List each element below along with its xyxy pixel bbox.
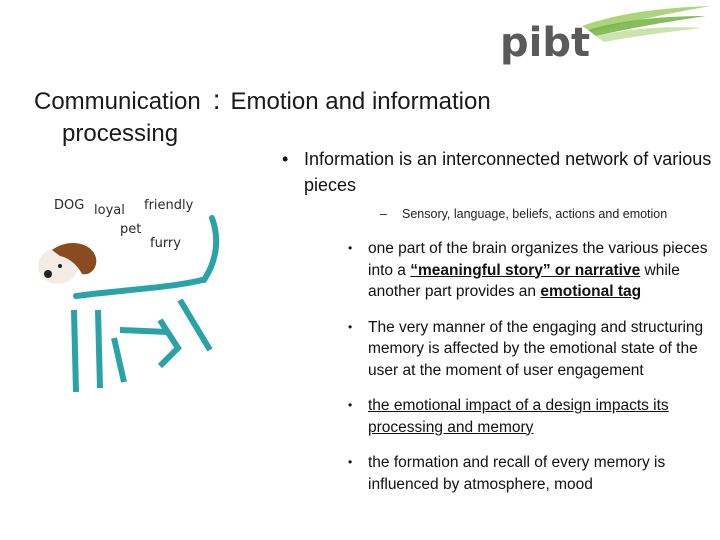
bullet-main-text: Information is an interconnected network of various pieces xyxy=(304,149,712,195)
bullet-4-text: the formation and recall of every memory is influenced by atmosphere, mood xyxy=(368,454,666,493)
logo-text: pibt xyxy=(500,20,591,66)
bullet-list xyxy=(282,146,712,495)
bullet-1-text-c: while another part provides an xyxy=(368,261,680,300)
bullet-1-emotional-tag: emotional tag xyxy=(540,283,642,300)
dog-illustration xyxy=(30,170,250,400)
dog-word-pet: pet xyxy=(120,222,142,237)
bullet-point-3: • the emotional impact of a design impacts its processing and memory xyxy=(348,395,712,438)
title-topic: Emotion and information xyxy=(230,88,491,115)
dog-word-dog: DOG xyxy=(54,198,85,213)
dog-word-furry: furry xyxy=(150,236,181,251)
title-line1: Communication xyxy=(34,88,201,115)
title-line2: processing xyxy=(62,120,179,147)
bullet-3-text: the emotional impact of a design impacts its processing and memory xyxy=(368,397,669,436)
bullet-1-text-a: one part of the brain organizes the various pieces into a xyxy=(368,240,708,279)
bullet-point-1: • one part of the brain organizes the various pieces into a “meaningful story” or narrative while another part provides an emotional tag xyxy=(348,240,708,300)
bullet-sub: – Sensory, language, beliefs, actions and emotion xyxy=(380,207,668,221)
title-colon: : xyxy=(212,84,221,115)
dog-word-loyal: loyal xyxy=(94,203,125,218)
dog-word-friendly: friendly xyxy=(144,198,194,213)
bullet-2-text: The very manner of the engaging and structuring memory is affected by the emotional state of the user at the moment of user engagement xyxy=(368,318,704,379)
bullet-main: • Information is an interconnected network of various pieces xyxy=(282,146,712,198)
bullet-point-2: • The very manner of the engaging and structuring memory is affected by the emotional state of the user at the moment of user engagement xyxy=(348,317,712,382)
bullet-1-story: “meaningful story” or narrative xyxy=(410,261,641,279)
bullet-sub-text: Sensory, language, beliefs, actions and emotion xyxy=(402,207,668,221)
pibt-logo xyxy=(496,0,712,66)
bullet-point-4: • the formation and recall of every memory is influenced by atmosphere, mood xyxy=(348,452,712,495)
page-title xyxy=(34,84,634,150)
